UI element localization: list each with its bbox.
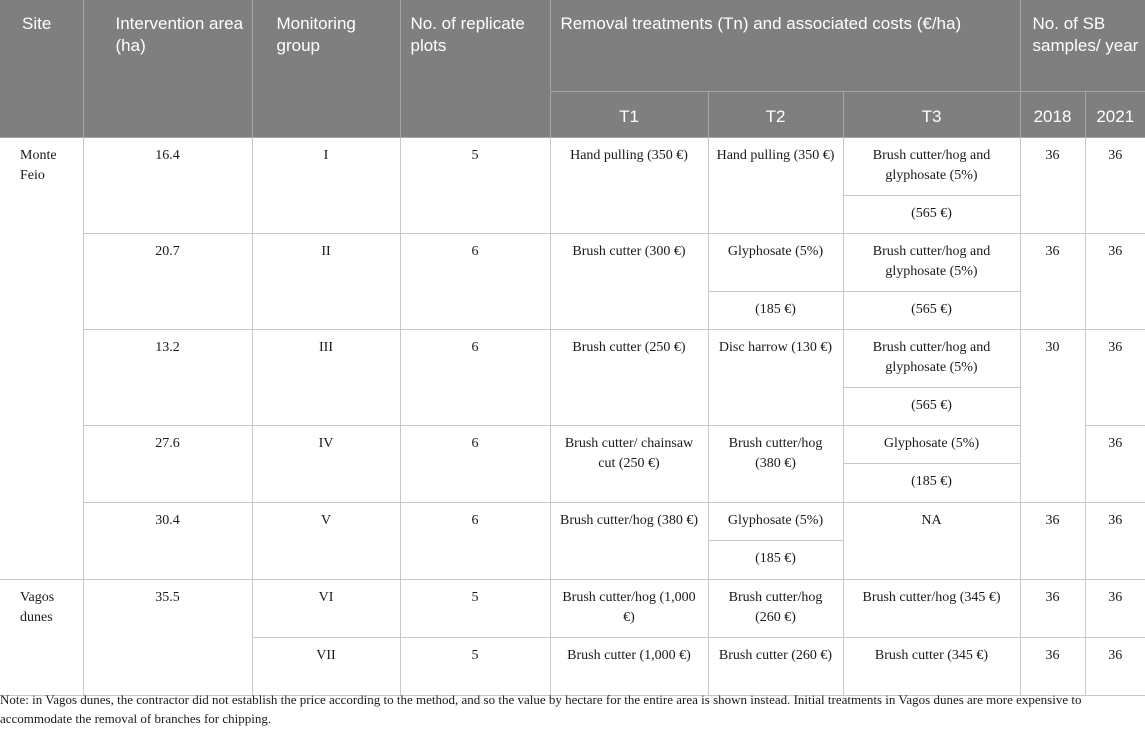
samples-2021-cell: 36 (1085, 503, 1145, 580)
samples-2021-cell: 36 (1085, 638, 1145, 696)
site-cell: Monte Feio (0, 138, 83, 580)
plots-cell: 6 (400, 330, 550, 426)
t2-cost-cell: (185 €) (708, 292, 843, 330)
t2-cell: Glyphosate (5%) (708, 503, 843, 541)
samples-2021-cell: 36 (1085, 426, 1145, 503)
plots-cell: 6 (400, 426, 550, 503)
samples-2018-cell: 36 (1020, 234, 1085, 330)
plots-cell: 6 (400, 234, 550, 330)
t3-cell: Brush cutter/hog (345 €) (843, 580, 1020, 638)
t2-cell: Brush cutter/hog (260 €) (708, 580, 843, 638)
t1-cell: Brush cutter/hog (1,000 €) (550, 580, 708, 638)
table-row (0, 234, 1145, 292)
t2-cell: Disc harrow (130 €) (708, 330, 843, 426)
group-cell: VI (252, 580, 400, 638)
t3-cost-cell: (565 €) (843, 292, 1020, 330)
plots-cell: 5 (400, 138, 550, 234)
t3-cost-cell: (565 €) (843, 196, 1020, 234)
t1-cell: Brush cutter (250 €) (550, 330, 708, 426)
t1-cell: Brush cutter/hog (380 €) (550, 503, 708, 580)
t1-cell: Brush cutter (300 €) (550, 234, 708, 330)
samples-2021-cell: 36 (1085, 234, 1145, 330)
t3-cell: Brush cutter/hog and glyphosate (5%) (843, 234, 1020, 292)
header-group: Monitoring group (252, 0, 400, 138)
samples-2018-cell: 36 (1020, 138, 1085, 234)
t2-cost-cell: (185 €) (708, 541, 843, 580)
samples-2018-cell: 36 (1020, 580, 1085, 638)
site-cell: Vagos dunes (0, 580, 83, 696)
area-cell: 27.6 (83, 426, 252, 503)
group-cell: I (252, 138, 400, 234)
group-cell: II (252, 234, 400, 330)
table-row (0, 426, 1145, 464)
t3-cell: Brush cutter/hog and glyphosate (5%) (843, 138, 1020, 196)
plots-cell: 5 (400, 638, 550, 696)
area-cell: 13.2 (83, 330, 252, 426)
t2-cell: Brush cutter/hog (380 €) (708, 426, 843, 503)
table-row (0, 503, 1145, 541)
header-samples: No. of SB samples/ year (1020, 0, 1145, 92)
t1-cell: Brush cutter (1,000 €) (550, 638, 708, 696)
area-cell: 20.7 (83, 234, 252, 330)
t3-cell: Brush cutter (345 €) (843, 638, 1020, 696)
t2-cell: Glyphosate (5%) (708, 234, 843, 292)
t3-cell: Brush cutter/hog and glyphosate (5%) (843, 330, 1020, 388)
samples-2018-cell: 36 (1020, 638, 1085, 696)
header-treatments: Removal treatments (Tn) and associated costs (€/ha) (550, 0, 1020, 92)
samples-2021-cell: 36 (1085, 138, 1145, 234)
t3-cell: Glyphosate (5%) (843, 426, 1020, 464)
t2-cell: Hand pulling (350 €) (708, 138, 843, 234)
header-2018: 2018 (1020, 92, 1085, 138)
t1-cell: Brush cutter/ chainsaw cut (250 €) (550, 426, 708, 503)
samples-2021-cell: 36 (1085, 330, 1145, 426)
table-note: Note: in Vagos dunes, the contractor did not establish the price according to the method, and so the value by hectare for the entire area is shown instead. Initial treatments in Vagos dunes are more expensive to accommodate the removal of branches for chipping. (0, 692, 1082, 726)
header-t3: T3 (843, 92, 1020, 138)
group-cell: III (252, 330, 400, 426)
header-area: Intervention area (ha) (83, 0, 252, 138)
group-cell: IV (252, 426, 400, 503)
group-cell: V (252, 503, 400, 580)
table-row (0, 330, 1145, 388)
header-t1: T1 (550, 92, 708, 138)
plots-cell: 5 (400, 580, 550, 638)
header-2021: 2021 (1085, 92, 1145, 138)
plots-cell: 6 (400, 503, 550, 580)
area-cell: 35.5 (83, 580, 252, 696)
samples-2018-cell: 30 (1020, 330, 1085, 503)
t3-cell: NA (843, 503, 1020, 580)
t3-cost-cell: (565 €) (843, 388, 1020, 426)
samples-2018-cell: 36 (1020, 503, 1085, 580)
area-cell: 16.4 (83, 138, 252, 234)
header-t2: T2 (708, 92, 843, 138)
header-site: Site (0, 0, 83, 138)
header-plots: No. of replicate plots (400, 0, 550, 138)
table-row (0, 580, 1145, 638)
group-cell: VII (252, 638, 400, 696)
t1-cell: Hand pulling (350 €) (550, 138, 708, 234)
table-row (0, 138, 1145, 196)
t2-cell: Brush cutter (260 €) (708, 638, 843, 696)
area-cell: 30.4 (83, 503, 252, 580)
t3-cost-cell: (185 €) (843, 464, 1020, 503)
samples-2021-cell: 36 (1085, 580, 1145, 638)
